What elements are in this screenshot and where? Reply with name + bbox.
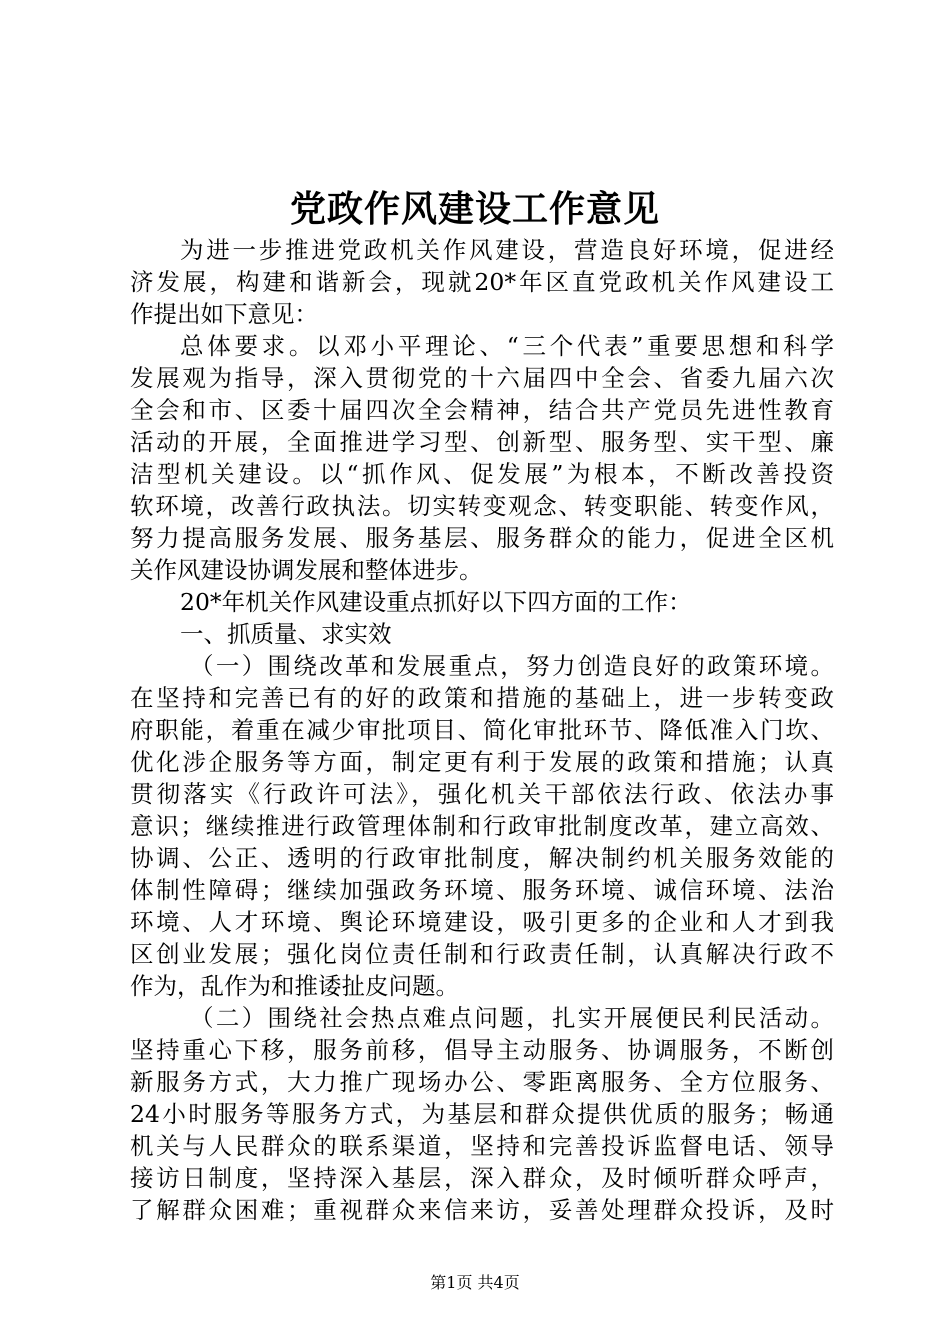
body-line: 作提出如下意见：	[130, 300, 318, 328]
body-line: 接访日制度，坚持深入基层，深入群众，及时倾听群众呼声，	[130, 1164, 834, 1192]
document-body	[130, 234, 834, 1226]
body-line: 在坚持和完善已有的好的政策和措施的基础上，进一步转变政	[130, 684, 834, 712]
body-line: 意识；继续推进行政管理体制和行政审批制度改革，建立高效、	[130, 812, 834, 840]
page-footer: 第1页 共4页	[430, 1273, 520, 1292]
body-line: 软环境，改善行政执法。切实转变观念、转变职能、转变作风，	[130, 492, 834, 520]
body-line: 了解群众困难；重视群众来信来访，妥善处理群众投诉，及时	[130, 1196, 834, 1224]
body-line: （一）围绕改革和发展重点，努力创造良好的政策环境。	[190, 652, 834, 680]
body-line: 府职能，着重在减少审批项目、简化审批环节、降低准入门坎、	[130, 716, 834, 744]
body-line: 努力提高服务发展、服务基层、服务群众的能力，促进全区机	[130, 524, 834, 552]
body-line: 优化涉企服务等方面，制定更有利于发展的政策和措施；认真	[130, 748, 834, 776]
body-line: 一、抓质量、求实效	[180, 620, 392, 648]
body-line: 环境、人才环境、舆论环境建设，吸引更多的企业和人才到我	[130, 908, 834, 936]
body-line: 活动的开展，全面推进学习型、创新型、服务型、实干型、廉	[130, 428, 834, 456]
body-line: 关作风建设协调发展和整体进步。	[130, 556, 483, 584]
page-title: 党政作风建设工作意见	[289, 188, 660, 230]
body-line: 作为，乱作为和推诿扯皮问题。	[130, 972, 459, 1000]
body-line: 24小时服务等服务方式，为基层和群众提供优质的服务；畅通	[130, 1100, 834, 1128]
body-line: 区创业发展；强化岗位责任制和行政责任制，认真解决行政不	[130, 940, 834, 968]
body-line: 总体要求。以邓小平理论、“三个代表”重要思想和科学	[180, 332, 834, 360]
body-line: 济发展，构建和谐新会，现就20*年区直党政机关作风建设工	[130, 268, 834, 296]
body-line: （二）围绕社会热点难点问题，扎实开展便民利民活动。	[190, 1004, 834, 1032]
body-line: 机关与人民群众的联系渠道，坚持和完善投诉监督电话、领导	[130, 1132, 834, 1160]
body-line: 协调、公正、透明的行政审批制度，解决制约机关服务效能的	[130, 844, 834, 872]
body-line: 为进一步推进党政机关作风建设，营造良好环境，促进经	[180, 236, 834, 264]
body-line: 体制性障碍；继续加强政务环境、服务环境、诚信环境、法治	[130, 876, 834, 904]
body-line: 坚持重心下移，服务前移，倡导主动服务、协调服务，不断创	[130, 1036, 834, 1064]
body-line: 贯彻落实《行政许可法》，强化机关干部依法行政、依法办事	[130, 780, 834, 808]
body-line: 洁型机关建设。以“抓作风、促发展”为根本，不断改善投资	[130, 460, 834, 488]
body-line: 发展观为指导，深入贯彻党的十六届四中全会、省委九届六次	[130, 364, 834, 392]
body-line: 20*年机关作风建设重点抓好以下四方面的工作：	[180, 588, 692, 616]
body-line: 新服务方式，大力推广现场办公、零距离服务、全方位服务、	[130, 1068, 834, 1096]
body-line: 全会和市、区委十届四次全会精神，结合共产党员先进性教育	[130, 396, 834, 424]
